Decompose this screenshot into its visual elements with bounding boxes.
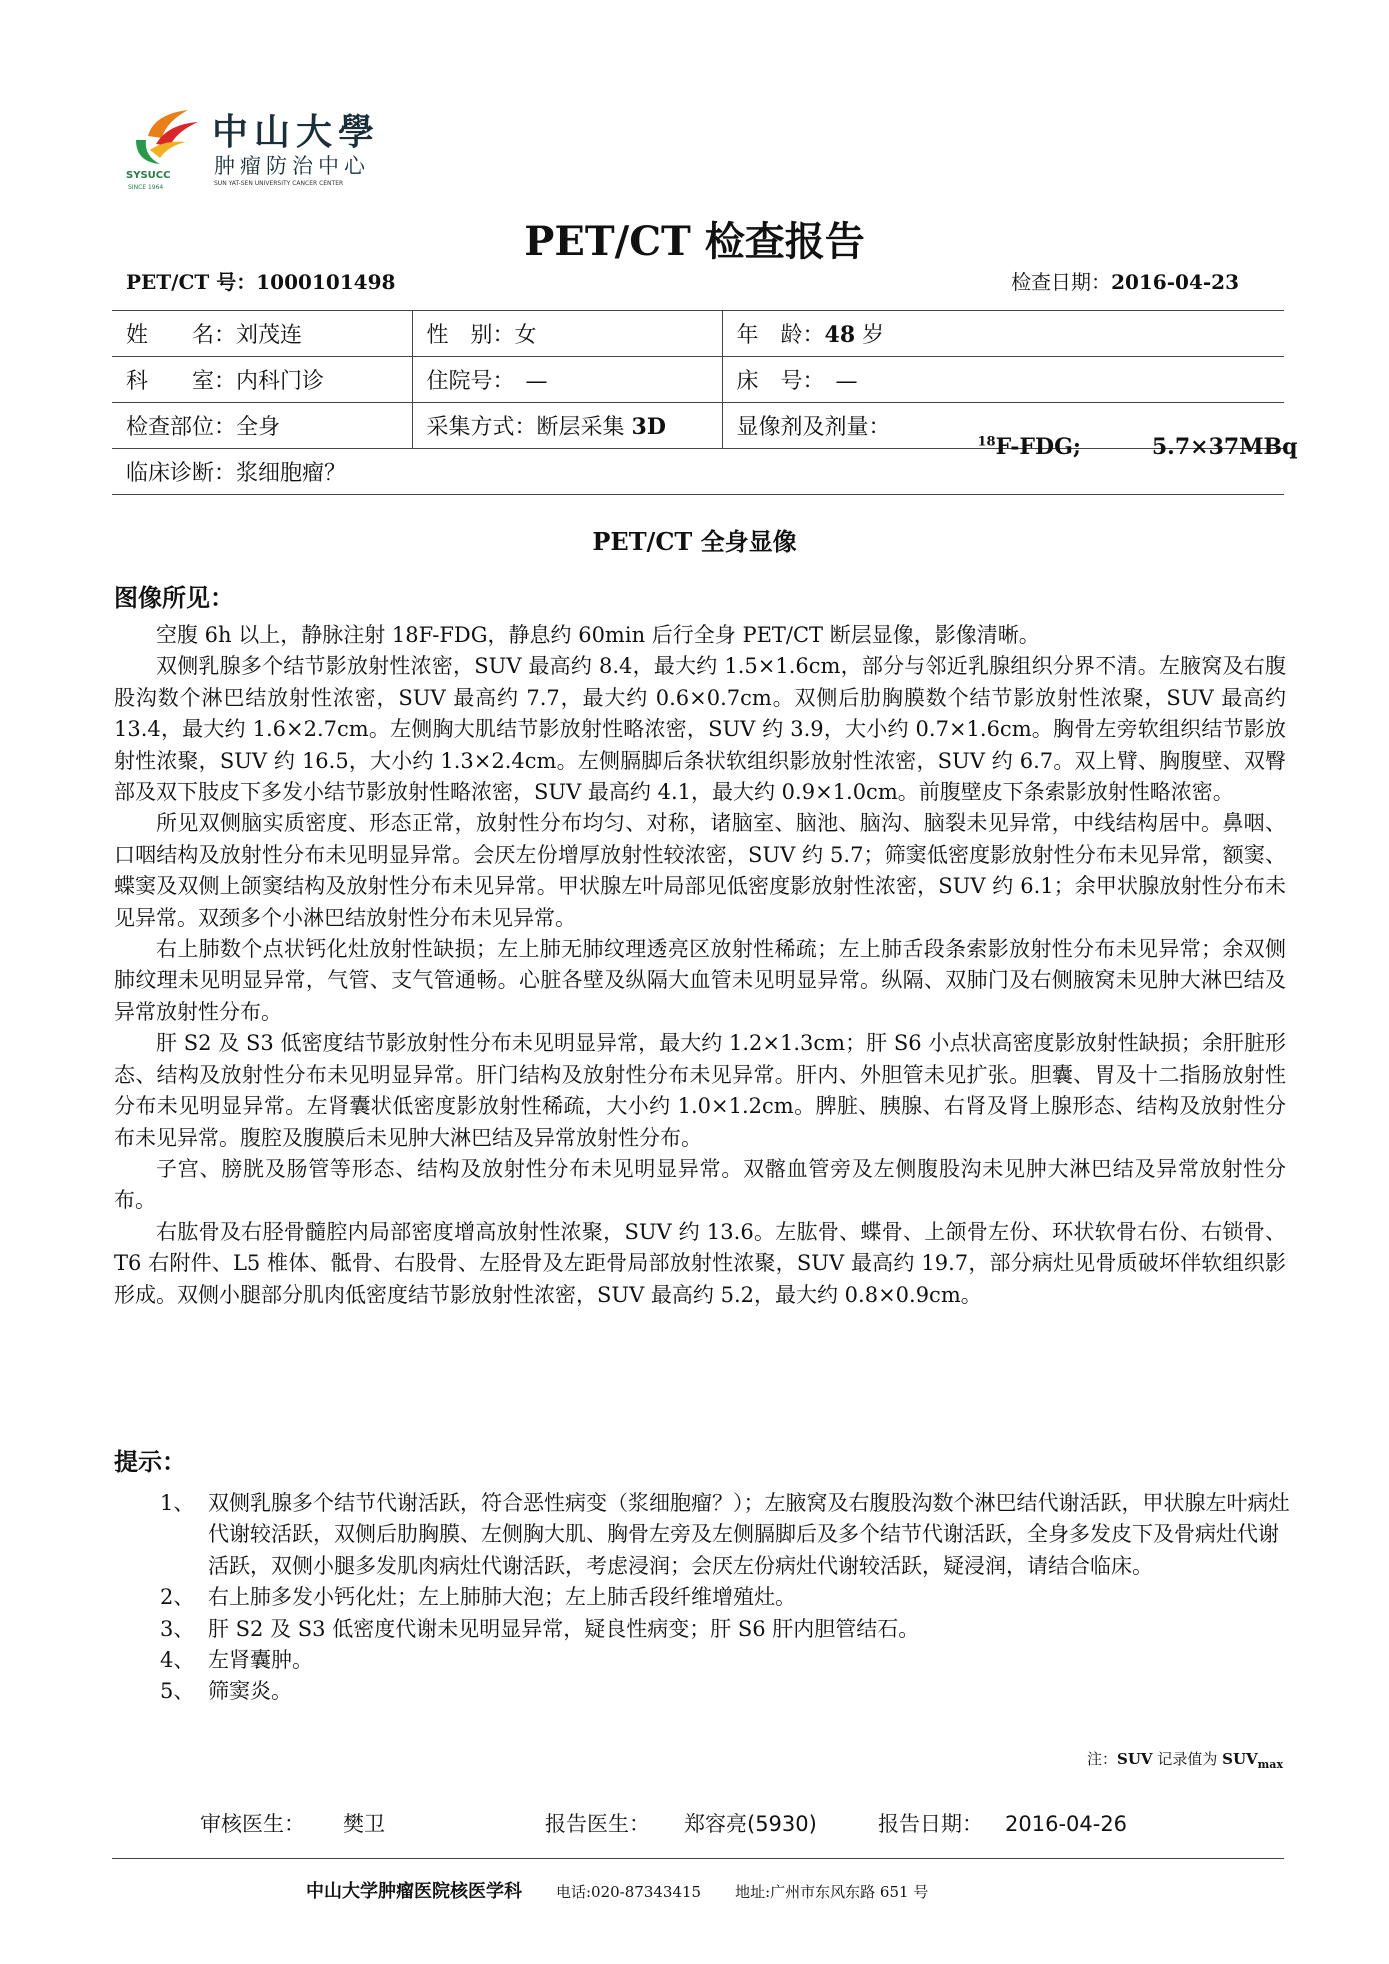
patient-age-cell <box>722 311 1284 357</box>
exam-site-label: 检查部位： <box>126 415 237 440</box>
petct-id <box>126 266 395 295</box>
patient-name-value: 刘茂连 <box>236 323 303 348</box>
hint-heading: 提示： <box>114 1448 186 1476</box>
hint-item <box>160 1676 1290 1707</box>
findings-paragraph: 空腹 6h 以上，静脉注射 18F-FDG，静息约 60min 后行全身 PET/CT 断层显像，影像清晰。 <box>156 623 1040 647</box>
reviewer-label: 审核医生： <box>200 1812 305 1836</box>
footer-divider <box>112 1858 1284 1859</box>
tracer-label: 显像剂及剂量： <box>736 415 891 440</box>
suv-note <box>1087 1748 1283 1771</box>
hint-number: 2、 <box>160 1585 195 1610</box>
bed-cell <box>722 357 1284 403</box>
logo-name-cn: 中山大學 <box>212 111 381 153</box>
hint-item <box>160 1645 1290 1676</box>
section-title: PET/CT 全身显像 <box>592 527 797 556</box>
footer-address: 地址:广州市东风东路 651 号 <box>735 1883 929 1901</box>
note-prefix: 注： <box>1086 1750 1117 1768</box>
note-mid: 记录值为 <box>1152 1750 1223 1768</box>
inpatient-cell <box>412 357 722 403</box>
inpatient-label: 住院号： <box>426 369 504 394</box>
hint-text: 双侧乳腺多个结节代谢活跃，符合恶性病变（浆细胞瘤？）；左腋窝及右腹股沟数个淋巴结代谢活跃，甲状腺左叶病灶代谢较活跃，双侧后肋胸膜、左侧胸大肌、胸骨左旁及左侧膈脚后及多个结节代谢活跃，全身多发皮下及骨病灶代谢活跃，双侧小腿多发肌肉病灶代谢活跃，考虑浸润；会厌左份病灶代谢较活跃，疑浸润，请结合临床。 <box>208 1491 1290 1578</box>
hint-list <box>160 1488 1290 1708</box>
report-title: PET/CT 检查报告 <box>524 218 865 265</box>
findings-paragraph: 右上肺数个点状钙化灶放射性缺损；左上肺无肺纹理透亮区放射性稀疏；左上肺舌段条索影放射性分布未见异常；余双侧肺纹理未见明显异常，气管、支气管通畅。心脏各壁及纵隔大血管未见明显异常。纵隔、双肺门及右侧腋窝未见肿大淋巴结及异常放射性分布。 <box>114 937 1286 1024</box>
bed-value: — <box>813 369 858 394</box>
reporter-value: 郑容亮(5930) <box>684 1812 817 1836</box>
clinical-diag-value: 浆细胞瘤？ <box>236 461 347 486</box>
info-row <box>112 311 1284 357</box>
acq-mode-value: 断层采集 <box>536 415 632 440</box>
acq-mode-cell <box>412 403 722 449</box>
hint-number: 1、 <box>160 1491 195 1515</box>
exam-site-cell <box>112 403 412 449</box>
hint-number: 4、 <box>160 1648 195 1673</box>
footer <box>306 1877 928 1903</box>
dept-cell <box>112 357 412 403</box>
findings-paragraph: 右肱骨及右胫骨髓腔内局部密度增高放射性浓聚，SUV 约 13.6。左肱骨、蝶骨、上颌骨左份、环状软骨右份、右锁骨、T6 右附件、L5 椎体、骶骨、右股骨、左胫骨及左距骨局部放射性浓聚，SUV 最高约 19.7，部分病灶见骨质破坏伴软组织影形成。双侧小腿部分肌肉低密度结节影放射性浓密，SUV 最高约 5.2，最大约 0.8×0.9cm。 <box>114 1219 1286 1307</box>
patient-name-cell <box>112 311 412 357</box>
clinical-diag-cell <box>112 449 1284 495</box>
patient-sex-cell <box>412 311 722 357</box>
dose-value: 5.7×37MBq <box>1151 434 1298 460</box>
logo-subtitle-cn: 肿瘤防治中心 <box>214 154 370 178</box>
tracer-cell <box>722 403 1298 460</box>
petct-id-value: 1000101498 <box>256 270 396 294</box>
hint-text: 肝 S2 及 S3 低密度代谢未见明显异常，疑良性病变；肝 S6 肝内胆管结石。 <box>208 1616 920 1641</box>
hint-item <box>160 1582 1290 1613</box>
dept-label: 科 室： <box>126 369 237 394</box>
tracer-isotope: 18 <box>977 434 996 450</box>
findings-paragraph: 所见双侧脑实质密度、形态正常，放射性分布均匀、对称，诸脑室、脑池、脑沟、脑裂未见异常，中线结构居中。鼻咽、口咽结构及放射性分布未见明显异常。会厌左份增厚放射性较浓密，SUV 约 5.7；筛窦低密度影放射性分布未见异常，额窦、蝶窦及双侧上颌窦结构及放射性分布未见异常。甲状腺左叶局部见低密度影放射性浓密，SUV 约 6.1；余甲状腺放射性分布未见异常。双颈多个小淋巴结放射性分布未见异常。 <box>114 811 1286 930</box>
findings-paragraph: 肝 S2 及 S3 低密度结节影放射性分布未见明显异常，最大约 1.2×1.3cm；肝 S6 小点状高密度影放射性缺损；余肝脏形态、结构及放射性分布未见明显异常。肝门结构及放射性分布未见异常。肝内、外胆管未见扩张。胆囊、胃及十二指肠放射性分布未见明显异常。左肾囊状低密度影放射性稀疏，大小约 1.0×1.2cm。脾脏、胰腺、右肾及肾上腺形态、结构及放射性分布未见异常。腹腔及腹膜后未见肿大淋巴结及异常放射性分布。 <box>114 1031 1286 1150</box>
patient-sex-value: 女 <box>514 323 537 348</box>
report-date-label: 报告日期： <box>878 1812 983 1836</box>
reviewer-value: 樊卫 <box>343 1812 385 1836</box>
logo-name-en: SUN YAT-SEN UNIVERSITY CANCER CENTER <box>214 180 344 187</box>
note-suvmax: SUV <box>1222 1750 1258 1768</box>
footer-dept: 中山大学肿瘤医院核医学科 <box>306 1881 522 1902</box>
bed-label: 床 号： <box>736 369 814 394</box>
reporter-label: 报告医生： <box>545 1812 650 1836</box>
exam-date <box>1011 266 1239 295</box>
logo-since: SINCE 1964 <box>128 184 164 191</box>
patient-age-unit: 岁 <box>855 323 885 348</box>
hospital-logo <box>126 100 386 200</box>
logo-emblem-icon <box>126 100 206 172</box>
findings-paragraph: 子宫、膀胱及肠管等形态、结构及放射性分布未见明显异常。双髂血管旁及左侧腹股沟未见肿大淋巴结及异常放射性分布。 <box>114 1156 1286 1213</box>
patient-name-label: 姓 名： <box>126 323 237 348</box>
findings-body <box>114 620 1286 1311</box>
reviewer <box>200 1808 385 1838</box>
petct-id-label: PET/CT 号： <box>126 270 257 294</box>
hint-item <box>160 1614 1290 1645</box>
note-sub: max <box>1257 1758 1283 1771</box>
dept-value: 内科门诊 <box>236 369 325 394</box>
hint-text: 右上肺多发小钙化灶；左上肺肺大泡；左上肺舌段纤维增殖灶。 <box>208 1585 796 1610</box>
info-row <box>112 357 1284 403</box>
findings-paragraph: 双侧乳腺多个结节影放射性浓密，SUV 最高约 8.4，最大约 1.5×1.6cm，部分与邻近乳腺组织分界不清。左腋窝及右腹股沟数个淋巴结放射性浓密，SUV 最高约 7.7，最大约 0.6×0.7cm。双侧后肋胸膜数个结节影放射性浓聚，SUV 最高约 13.4，最大约 1.6×2.7cm。左侧胸大肌结节影放射性略浓密，SUV 约 3.9，大小约 0.7×1.6cm。胸骨左旁软组织结节影放射性浓聚，SUV 约 16.5，大小约 1.3×2.4cm。左侧膈脚后条状软组织影放射性浓密，SUV 约 6.7。双上臂、胸腹壁、双臀部及双下肢皮下多发小结节影放射性略浓密，SUV 最高约 4.1，最大约 0.9×1.0cm。前腹壁皮下条索影放射性略浓密。 <box>114 654 1286 805</box>
acq-mode-3d: 3D <box>631 414 666 440</box>
reporter <box>545 1808 817 1838</box>
patient-age-value: 48 <box>824 322 856 348</box>
inpatient-value: — <box>503 369 548 394</box>
tracer-name <box>978 434 1081 460</box>
hint-text: 左肾囊肿。 <box>208 1648 313 1673</box>
hint-number: 3、 <box>160 1616 195 1641</box>
footer-phone: 电话:020-87343415 <box>556 1883 702 1901</box>
report-date-value: 2016-04-26 <box>1005 1812 1128 1836</box>
exam-site-value: 全身 <box>236 415 281 440</box>
patient-sex-label: 性 别： <box>426 323 515 348</box>
info-row <box>112 449 1284 495</box>
hint-item <box>160 1488 1290 1582</box>
logo-abbr: SYSUCC <box>126 170 171 181</box>
tracer-value: F-FDG; <box>995 434 1081 460</box>
patient-info-table <box>112 310 1298 495</box>
hint-number: 5、 <box>160 1679 195 1704</box>
acq-mode-label: 采集方式： <box>426 415 537 440</box>
hint-text: 筛窦炎。 <box>208 1679 292 1704</box>
note-suv: SUV <box>1117 1750 1153 1768</box>
findings-heading: 图像所见： <box>114 584 234 612</box>
report-date <box>878 1808 1127 1838</box>
info-row <box>112 403 1284 449</box>
clinical-diag-label: 临床诊断： <box>126 461 237 486</box>
patient-age-label: 年 龄： <box>736 323 825 348</box>
exam-date-label: 检查日期： <box>1011 270 1112 294</box>
exam-date-value: 2016-04-23 <box>1111 270 1239 294</box>
